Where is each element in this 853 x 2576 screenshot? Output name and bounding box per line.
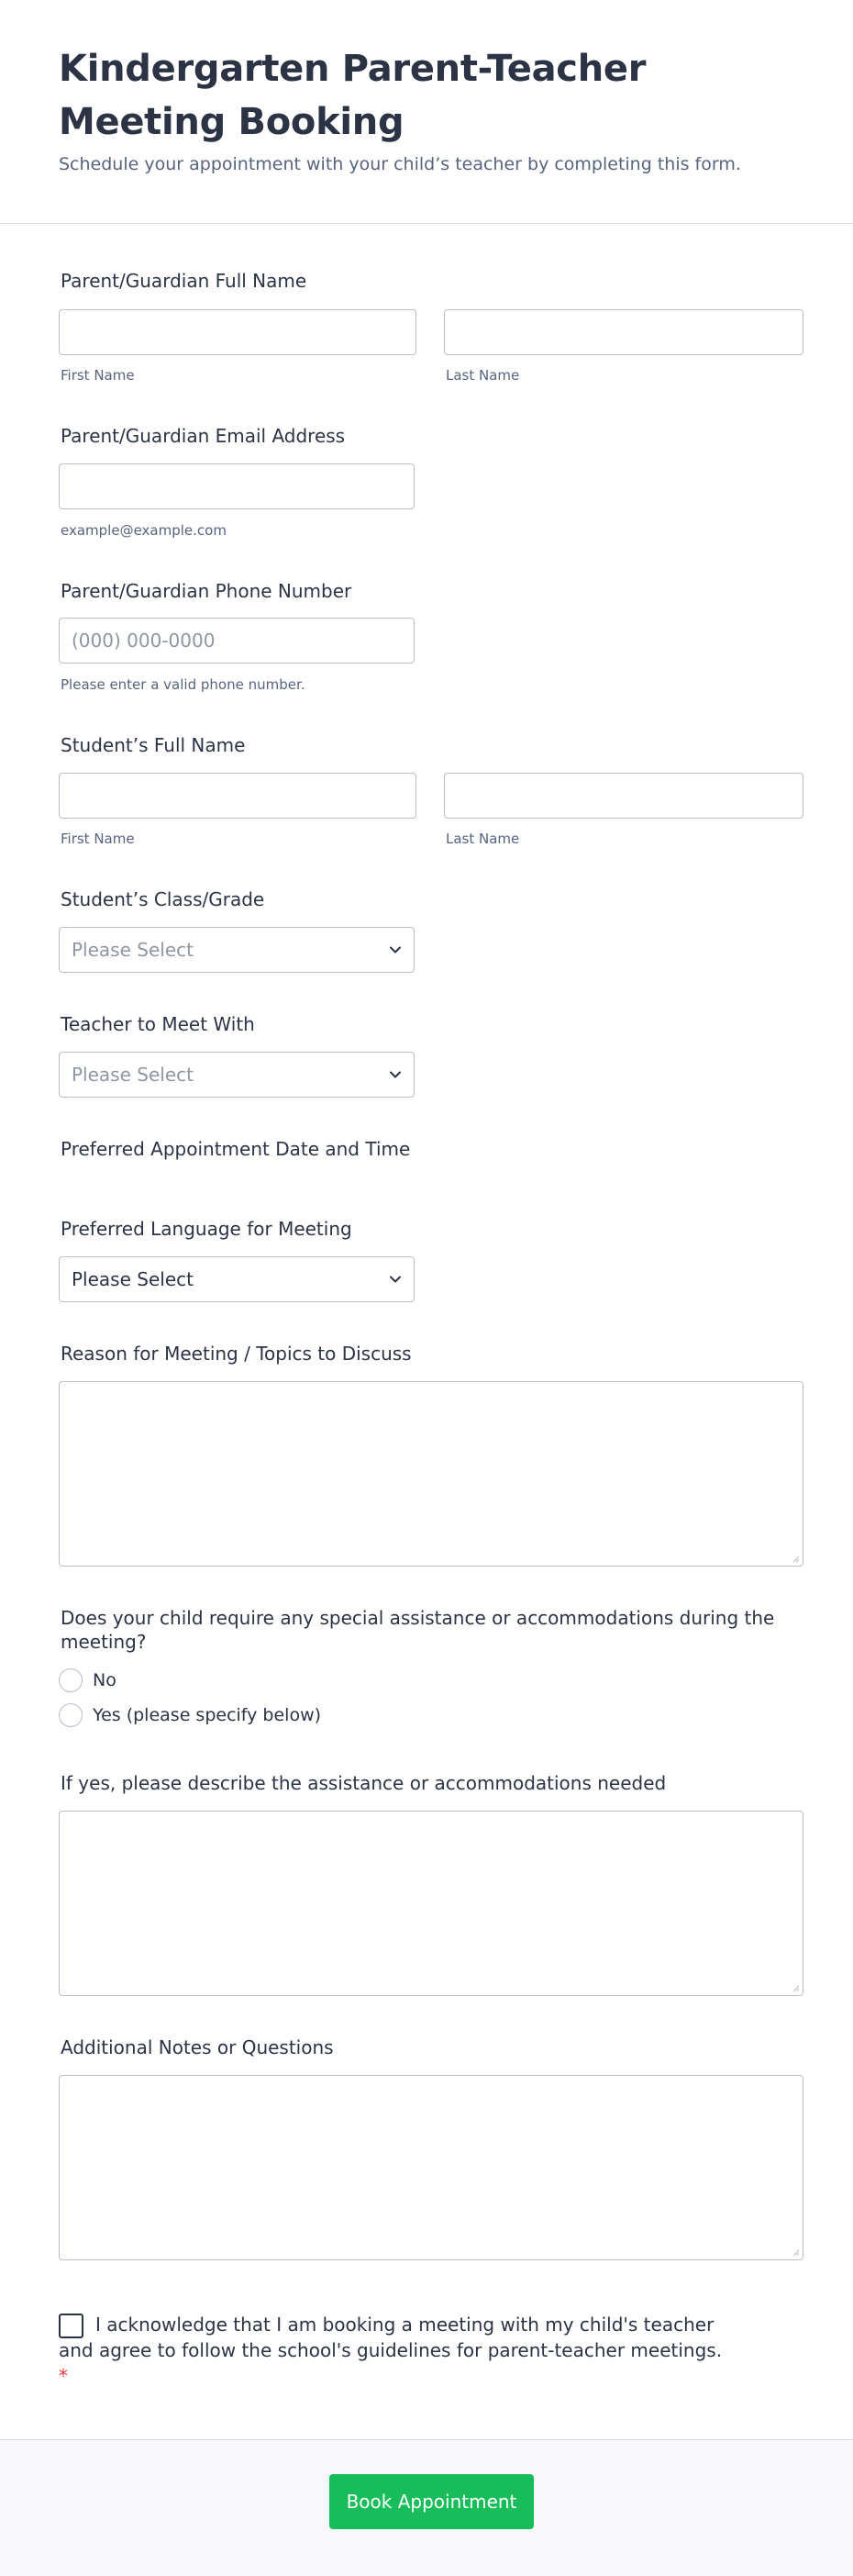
parent-email-input[interactable] [59,463,415,509]
student-first-name-sublabel: First Name [61,831,135,847]
appointment-label: Preferred Appointment Date and Time [61,1138,411,1160]
parent-email-label: Parent/Guardian Email Address [61,425,346,447]
parent-phone-sublabel: Please enter a valid phone number. [61,676,305,693]
parent-phone-input[interactable] [59,618,415,664]
notes-label: Additional Notes or Questions [61,2036,334,2058]
chevron-down-icon [386,1065,404,1084]
radio-button[interactable] [59,1703,83,1727]
assistance-option-label: Yes (please specify below) [93,1705,322,1725]
student-last-name-input[interactable] [444,773,803,819]
parent-last-name-input[interactable] [444,309,803,355]
language-select[interactable] [59,1256,415,1302]
radio-button[interactable] [59,1668,83,1692]
student-grade-value: Please Select [72,939,194,961]
assistance-details-label: If yes, please describe the assistance or accommodations needed [61,1772,667,1794]
parent-first-name-input[interactable] [59,309,416,355]
form-title: Kindergarten Parent-Teacher Meeting Booking [59,48,647,143]
acknowledge-text [59,2312,737,2389]
resize-grip-icon[interactable] [791,2247,800,2257]
chevron-down-icon [386,1270,404,1288]
reason-textarea[interactable] [59,1381,803,1567]
chevron-down-icon [386,941,404,959]
parent-name-label: Parent/Guardian Full Name [61,270,307,292]
student-grade-select[interactable] [59,927,415,973]
parent-email-sublabel: example@example.com [61,522,227,539]
student-first-name-input[interactable] [59,773,416,819]
reason-label: Reason for Meeting / Topics to Discuss [61,1343,412,1365]
teacher-select[interactable] [59,1052,415,1098]
resize-grip-icon[interactable] [791,1983,800,1992]
form-header [0,0,853,224]
parent-phone-label: Parent/Guardian Phone Number [61,580,352,602]
student-last-name-sublabel: Last Name [446,831,520,847]
form-subtitle: Schedule your appointment with your child’s teacher by completing this form. [59,154,741,174]
required-mark: * [59,2365,68,2387]
book-appointment-button[interactable]: Book Appointment [329,2474,534,2529]
assistance-option-label: No [93,1670,116,1690]
student-grade-label: Student’s Class/Grade [61,888,265,910]
parent-last-name-sublabel: Last Name [446,367,520,384]
teacher-label: Teacher to Meet With [61,1013,255,1035]
teacher-value: Please Select [72,1064,194,1086]
acknowledge-label: I acknowledge that I am booking a meeting with my child's teacher and agree to follow the school's guidelines for parent-teacher meetings. [59,2314,723,2361]
notes-textarea[interactable] [59,2075,803,2260]
assistance-label: Does your child require any special assistance or accommodations during the meeting? [61,1607,775,1653]
phone-placeholder: (000) 000-0000 [72,630,216,652]
language-label: Preferred Language for Meeting [61,1218,352,1240]
parent-first-name-sublabel: First Name [61,367,135,384]
language-value: Please Select [72,1268,194,1290]
resize-grip-icon[interactable] [791,1554,800,1563]
student-name-label: Student’s Full Name [61,734,246,756]
assistance-details-textarea[interactable] [59,1811,803,1996]
